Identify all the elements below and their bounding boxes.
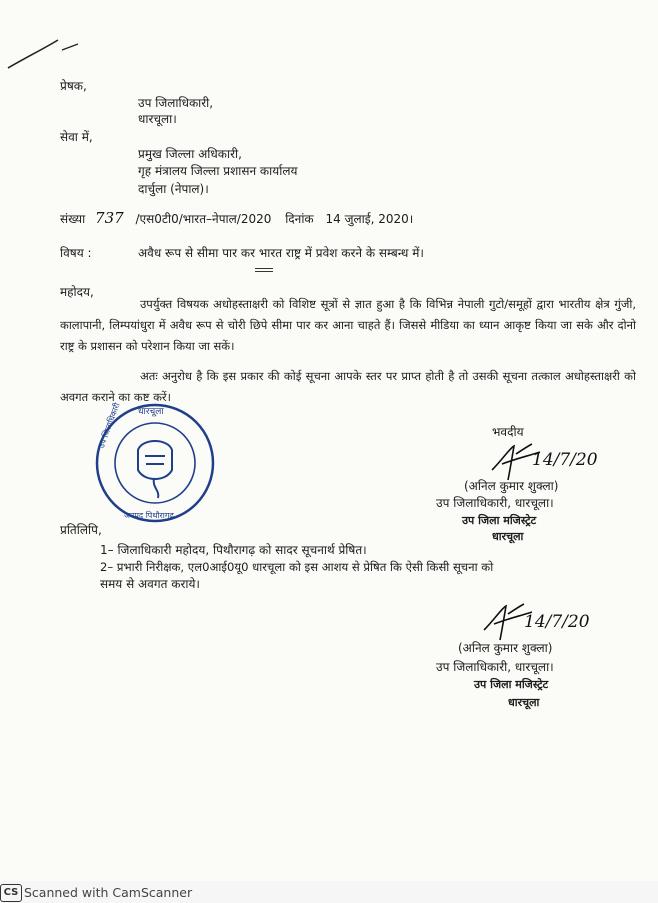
sender-designation: उप जिलाधिकारी, xyxy=(138,96,214,110)
subject-underline-2 xyxy=(255,271,273,272)
camscanner-logo-icon: CS xyxy=(0,884,22,902)
subject-underline xyxy=(255,268,273,269)
reference-date-label: दिनांक xyxy=(285,212,314,226)
signature-1-designation: उप जिलाधिकारी, धारचूला। xyxy=(436,496,554,510)
copy-label: प्रतिलिपि, xyxy=(60,523,102,537)
copy-item-2-line-1: 2– प्रभारी निरीक्षक, एल0आई0यू0 धारचूला को इस आशय से प्रेषित कि ऐसी किसी सूचना को xyxy=(100,560,494,574)
camscanner-text: Scanned with CamScanner xyxy=(24,885,193,900)
scanner-footer xyxy=(0,881,658,903)
body-paragraph-1: उपर्युक्त विषयक अधोहस्ताक्षरी को विशिष्ट सूत्रों से ज्ञात हुआ है कि विभिन्न नेपाली गुटो/समूहों द्वारा भारतीय क्षेत्र गुंजी, कालापानी, लिम्पयांधुरा में अवैध रूप से चोरी छिपे सीमा पार कर आना चाहते हैं। जिससे मीडिया का ध्यान आकृष्ट किया जा सके और दोनो राष्ट्र के प्रशासन को परेशान किया जा सकें। xyxy=(60,297,636,353)
signature-2-stamp-line-1: उप जिला मजिस्ट्रेट xyxy=(474,678,549,691)
sender-place: धारचूला। xyxy=(138,112,177,126)
reference-code: /एस0टी0/भारत–नेपाल/2020 xyxy=(135,212,272,226)
reference-number: 737 xyxy=(95,209,124,227)
signature-1-stamp-line-1: उप जिला मजिस्ट्रेट xyxy=(462,514,537,527)
seal-text-top: धारचूला xyxy=(138,407,164,417)
copy-item-2-line-2: समय से अवगत कराये। xyxy=(100,577,200,591)
recipient-line-1: प्रमुख जिल्ला अधिकारी, xyxy=(138,147,242,161)
reference-prefix: संख्या xyxy=(60,212,86,226)
signature-2-stamp-line-2: धारचूला xyxy=(508,696,540,709)
closing: भवदीय xyxy=(492,425,524,439)
recipient-line-3: दार्चुला (नेपाल)। xyxy=(138,182,209,196)
salutation: महोदय, xyxy=(60,285,94,299)
body-paragraph-2: अतः अनुरोध है कि इस प्रकार की कोई सूचना आपके स्तर पर प्राप्त होती है तो उसकी सूचना तत्काल अधोहस्ताक्षरी को अवगत कराने का कष्ट करें। xyxy=(60,369,636,404)
signature-2-date: 14/7/20 xyxy=(524,612,590,632)
reference-date: 14 जुलाई, 2020। xyxy=(325,212,414,226)
copy-item-1: 1– जिलाधिकारी महोदय, पिथौरागढ़ को सादर सूचनार्थ प्रेषित। xyxy=(100,543,367,557)
signature-2-name: (अनिल कुमार शुक्ला) xyxy=(458,641,553,655)
signature-1-date: 14/7/20 xyxy=(532,450,598,470)
recipient-label: सेवा में, xyxy=(60,130,93,144)
signature-1-name: (अनिल कुमार शुक्ला) xyxy=(464,479,559,493)
seal-text-bottom: जनपद पिथौरागढ़ xyxy=(124,511,174,520)
sender-label: प्रेषक, xyxy=(60,79,87,93)
recipient-line-2: गृह मंत्रालय जिल्ला प्रशासन कार्यालय xyxy=(138,164,298,178)
reference-line xyxy=(60,210,413,227)
subject-text: अवैध रूप से सीमा पार कर भारत राष्ट्र में प्रवेश करने के सम्बन्ध में। xyxy=(138,246,424,260)
signature-2-designation: उप जिलाधिकारी, धारचूला। xyxy=(436,660,554,674)
signature-1-stamp-line-2: धारचूला xyxy=(492,530,524,543)
subject-label: विषय : xyxy=(60,246,92,260)
pen-mark xyxy=(0,18,90,78)
seal-text-side: उप जिलाधिकारी xyxy=(96,401,122,450)
